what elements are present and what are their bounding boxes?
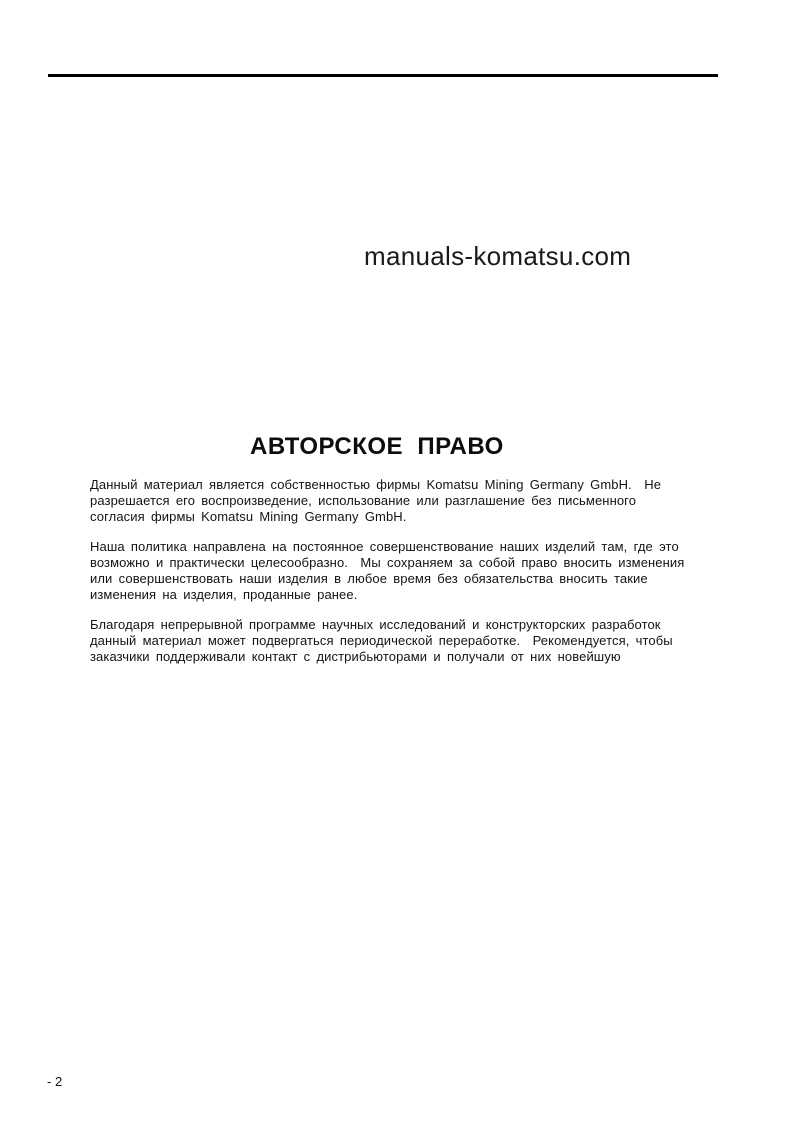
text-line: Наша политика направлена на постоянное совершенствование наших изделий там, где это bbox=[90, 539, 679, 554]
text-line: возможно и практически целесообразно. Мы сохраняем за собой право вносить изменения bbox=[90, 555, 685, 570]
top-horizontal-rule bbox=[48, 74, 718, 77]
text-line: Данный материал является собственностью фирмы Komatsu Mining Germany GmbH. Не bbox=[90, 477, 662, 492]
text-line: данный материал может подвергаться периодической переработке. Рекомендуется, чтобы bbox=[90, 633, 673, 648]
paragraph-ownership bbox=[90, 477, 730, 525]
page-title: АВТОРСКОЕ ПРАВО bbox=[250, 433, 504, 460]
text-line: изменения на изделия, проданные ранее. bbox=[90, 587, 358, 602]
text-line: согласия фирмы Komatsu Mining Germany GmbH. bbox=[90, 509, 407, 524]
page-number: - 2 bbox=[47, 1074, 63, 1089]
watermark-text: manuals-komatsu.com bbox=[364, 241, 632, 271]
text-line: или совершенствовать наши изделия в любое время без обязательства вносить такие bbox=[90, 571, 648, 586]
body-text bbox=[90, 477, 730, 679]
paragraph-revisions bbox=[90, 617, 730, 665]
text-line: разрешается его воспроизведение, использование или разглашение без письменного bbox=[90, 493, 637, 508]
text-line: Благодаря непрерывной программе научных исследований и конструкторских разработок bbox=[90, 617, 661, 632]
paragraph-policy bbox=[90, 539, 730, 603]
text-line: заказчики поддерживали контакт с дистрибьюторами и получали от них новейшую bbox=[90, 649, 621, 664]
